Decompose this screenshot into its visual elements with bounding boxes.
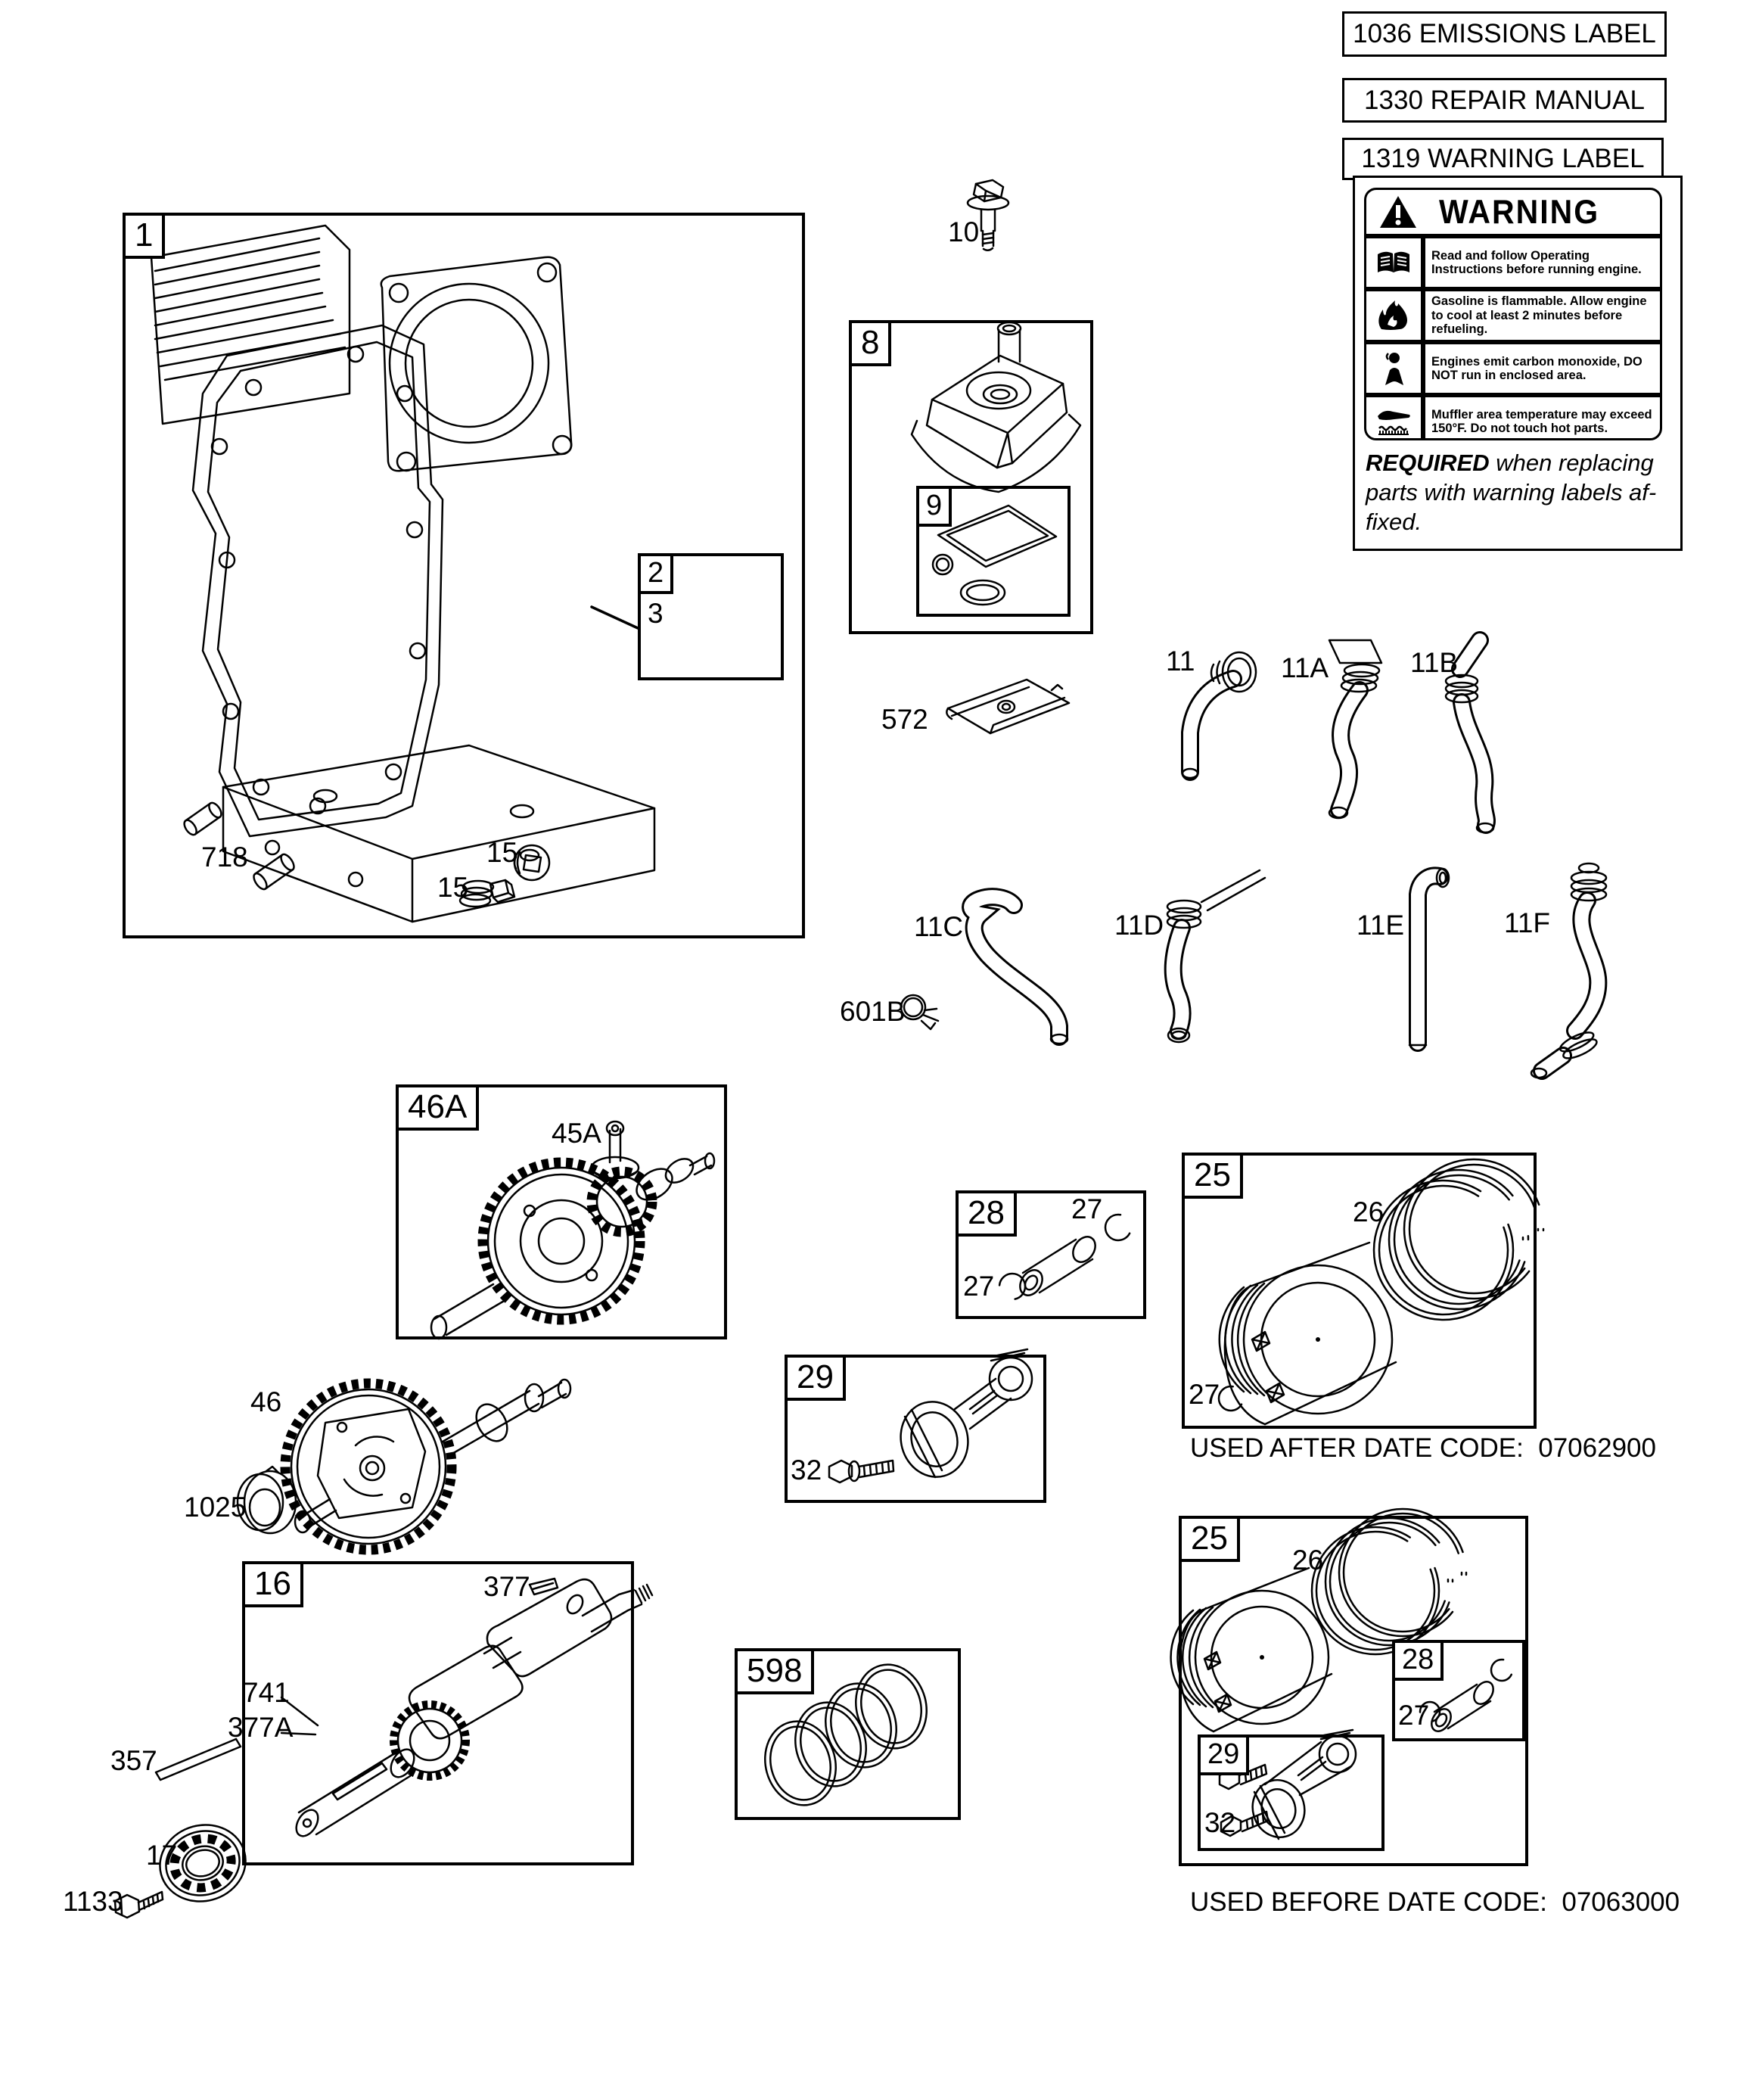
box-piston-25-after	[1182, 1153, 1537, 1429]
label-377a: 377A	[228, 1712, 294, 1743]
tag-28a: 28	[956, 1190, 1017, 1237]
label-10: 10	[948, 216, 980, 247]
label-11a: 11A	[1281, 652, 1329, 683]
label-377: 377	[483, 1571, 530, 1602]
label-1025: 1025	[184, 1492, 247, 1523]
tag-29a: 29	[785, 1355, 846, 1401]
warning-triangle-icon	[1378, 194, 1418, 229]
tag-9: 9	[916, 486, 952, 527]
label-357: 357	[110, 1745, 157, 1776]
box-rod-29-upper	[785, 1355, 1046, 1503]
camshaft-46-drawing	[238, 1380, 570, 1550]
label-32-lower: 32	[1204, 1807, 1236, 1838]
label-17: 17	[146, 1840, 178, 1871]
hose-11e-drawing	[1409, 869, 1449, 1045]
key-357-drawing	[156, 1739, 241, 1780]
required-note-line1: when replacing	[1489, 450, 1654, 476]
refbox-repair-manual	[1342, 78, 1667, 123]
label-11b: 11B	[1410, 647, 1459, 678]
tag-598: 598	[735, 1648, 814, 1694]
label-27-after: 27	[1189, 1379, 1220, 1410]
tag-29b: 29	[1198, 1734, 1249, 1775]
warning-row-text: Read and follow Operating Instructions before running engine.	[1431, 248, 1642, 276]
label-718: 718	[201, 842, 248, 873]
label-26-before: 26	[1292, 1545, 1324, 1576]
tag-25a: 25	[1182, 1153, 1243, 1199]
label-32-upper: 32	[791, 1454, 822, 1486]
required-note-line2: parts with warning labels af-	[1366, 478, 1657, 506]
warning-row-hot-surface	[1366, 397, 1660, 440]
tag-25b: 25	[1179, 1516, 1240, 1562]
warning-label	[1364, 188, 1662, 440]
warning-row-instructions	[1366, 238, 1660, 291]
operating-instructions-book-icon	[1366, 238, 1425, 287]
box-gasket-9	[916, 486, 1071, 617]
label-27-pin-top: 27	[1071, 1193, 1103, 1224]
warning-row-text: Engines emit carbon monoxide, DO NOT run in enclosed area.	[1431, 354, 1642, 382]
tag-16: 16	[242, 1561, 303, 1607]
refbox-repair-text: 1330 REPAIR MANUAL	[1364, 85, 1645, 115]
tag-1: 1	[123, 213, 165, 259]
label-11d: 11D	[1114, 910, 1164, 941]
label-741: 741	[243, 1677, 290, 1708]
label-27-before: 27	[1398, 1700, 1430, 1731]
warning-row-carbon-monoxide	[1366, 344, 1660, 397]
label-11f: 11F	[1504, 907, 1551, 938]
tag-2: 2	[638, 553, 673, 594]
hose-11a-drawing	[1329, 640, 1381, 818]
hot-surface-hand-icon	[1366, 397, 1425, 440]
tag-28b: 28	[1392, 1640, 1444, 1681]
bracket-572-drawing	[946, 680, 1069, 733]
caption-used-after: USED AFTER DATE CODE: 07062900	[1190, 1433, 1656, 1463]
label-26-after: 26	[1353, 1196, 1385, 1227]
warning-required-note	[1366, 449, 1672, 537]
caption-used-before: USED BEFORE DATE CODE: 07063000	[1190, 1887, 1680, 1917]
box-spring-598	[735, 1648, 961, 1820]
label-11e: 11E	[1357, 910, 1405, 941]
hose-11d-drawing	[1167, 870, 1265, 1042]
label-601b: 601B	[840, 996, 906, 1027]
warning-row-text: Muffler area temperature may exceed 150°F. Do not touch hot parts.	[1431, 407, 1652, 435]
label-1133: 1133	[63, 1886, 123, 1917]
label-46: 46	[250, 1386, 282, 1417]
hose-clamp-601b-drawing	[901, 995, 938, 1029]
refbox-emissions-label	[1342, 11, 1667, 57]
box-crankshaft-16	[242, 1561, 634, 1865]
tag-8: 8	[849, 320, 891, 366]
required-note-line3: fixed.	[1366, 508, 1422, 535]
warning-header	[1366, 190, 1660, 238]
label-15-lower: 15	[437, 872, 469, 903]
warning-row-flammable	[1366, 291, 1660, 344]
label-572: 572	[881, 704, 928, 735]
hose-11c-drawing	[971, 897, 1068, 1044]
label-15-upper: 15	[486, 837, 518, 868]
label-27-pin-bottom: 27	[963, 1271, 995, 1302]
warning-label-container	[1353, 176, 1683, 551]
label-11: 11	[1166, 646, 1195, 677]
refbox-warning-label-title	[1342, 138, 1664, 180]
carbon-monoxide-person-icon	[1366, 344, 1425, 393]
label-45a: 45A	[552, 1118, 601, 1149]
warning-header-text: WARNING	[1439, 192, 1600, 231]
required-note-bold: REQUIRED	[1366, 450, 1490, 476]
label-11c: 11C	[914, 911, 964, 942]
flammable-flame-icon	[1366, 291, 1425, 340]
warning-row-text: Gasoline is flammable. Allow engine to cool at least 2 minutes before refueling.	[1431, 294, 1647, 337]
label-3: 3	[648, 598, 664, 629]
hose-11f-drawing	[1531, 863, 1606, 1078]
refbox-emissions-text: 1036 EMISSIONS LABEL	[1353, 19, 1656, 48]
refbox-warning-text: 1319 WARNING LABEL	[1361, 144, 1645, 173]
tag-46a: 46A	[396, 1084, 479, 1131]
